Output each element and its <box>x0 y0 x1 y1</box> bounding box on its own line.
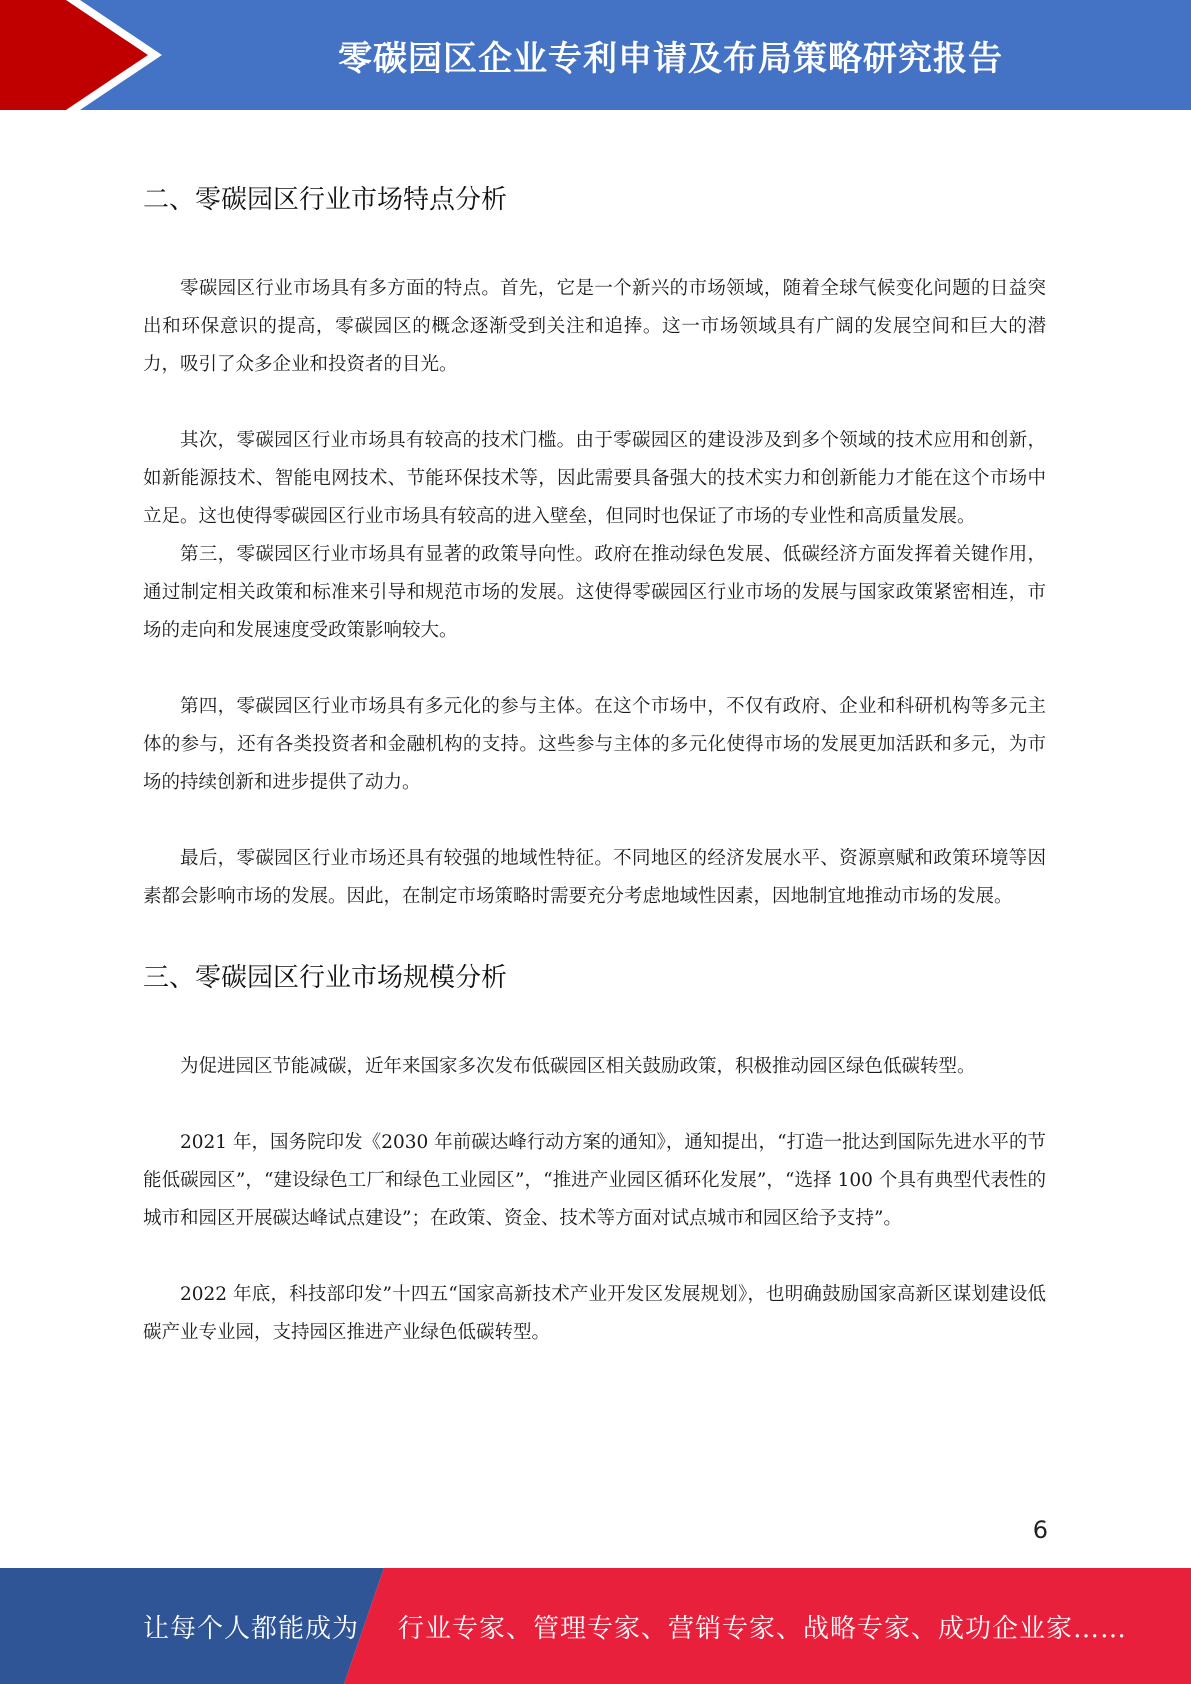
footer-slogan-right: 行业专家、管理专家、营销专家、战略专家、成功企业家…… <box>398 1613 1128 1644</box>
document-body <box>143 168 1046 1352</box>
paragraph: 第三，零碳园区行业市场具有显著的政策导向性。政府在推动绿色发展、低碳经济方面发挥着关键作用，通过制定相关政策和标准来引导和规范市场的发展。这使得零碳园区行业市场的发展与国家政策紧密相连，市场的走向和发展速度受政策影响较大。 <box>143 544 1046 641</box>
report-title: 零碳园区企业专利申请及布局策略研究报告 <box>338 38 1003 79</box>
page-footer <box>0 1568 1191 1684</box>
page-number: 6 <box>1032 1516 1048 1544</box>
paragraph: 最后，零碳园区行业市场还具有较强的地域性特征。不同地区的经济发展水平、资源禀赋和政策环境等因素都会影响市场的发展。因此，在制定市场策略时需要充分考虑地域性因素，因地制宜地推动市场的发展。 <box>143 848 1046 907</box>
paragraph: 为促进园区节能减碳，近年来国家多次发布低碳园区相关鼓励政策，积极推动园区绿色低碳转型。 <box>180 1056 976 1077</box>
page-header <box>0 0 1191 110</box>
paragraph: 2022 年底，科技部印发”十四五“国家高新技术产业开发区发展规划》，也明确鼓励国家高新区谋划建设低碳产业专业园，支持园区推进产业绿色低碳转型。 <box>143 1284 1046 1343</box>
footer-slogan-left: 让每个人都能成为 <box>143 1613 360 1644</box>
paragraph: 零碳园区行业市场具有多方面的特点。首先，它是一个新兴的市场领域，随着全球气候变化问题的日益突出和环保意识的提高，零碳园区的概念逐渐受到关注和追捧。这一市场领域具有广阔的发展空间和巨大的潜力，吸引了众多企业和投资者的目光。 <box>143 278 1046 375</box>
paragraph: 第四，零碳园区行业市场具有多元化的参与主体。在这个市场中，不仅有政府、企业和科研机构等多元主体的参与，还有各类投资者和金融机构的支持。这些参与主体的多元化使得市场的发展更加活跃和多元，为市场的持续创新和进步提供了动力。 <box>143 696 1046 793</box>
paragraph: 2021 年，国务院印发《2030 年前碳达峰行动方案的通知》，通知提出，“打造一批达到国际先进水平的节能低碳园区”，“建设绿色工厂和绿色工业园区”，“推进产业园区循环化发展”，“选择 100 个具有典型代表性的城市和园区开展碳达峰试点建设”；在政策、资金、技术等方面对试点城市和园区给予支持”。 <box>143 1132 1046 1229</box>
section-heading: 二、零碳园区行业市场特点分析 <box>143 185 508 215</box>
paragraph: 其次，零碳园区行业市场具有较高的技术门槛。由于零碳园区的建设涉及到多个领域的技术应用和创新，如新能源技术、智能电网技术、节能环保技术等，因此需要具备强大的技术实力和创新能力才能在这个市场中立足。这也使得零碳园区行业市场具有较高的进入壁垒，但同时也保证了市场的专业性和高质量发展。 <box>143 430 1046 527</box>
section-heading: 三、零碳园区行业市场规模分析 <box>143 963 508 993</box>
